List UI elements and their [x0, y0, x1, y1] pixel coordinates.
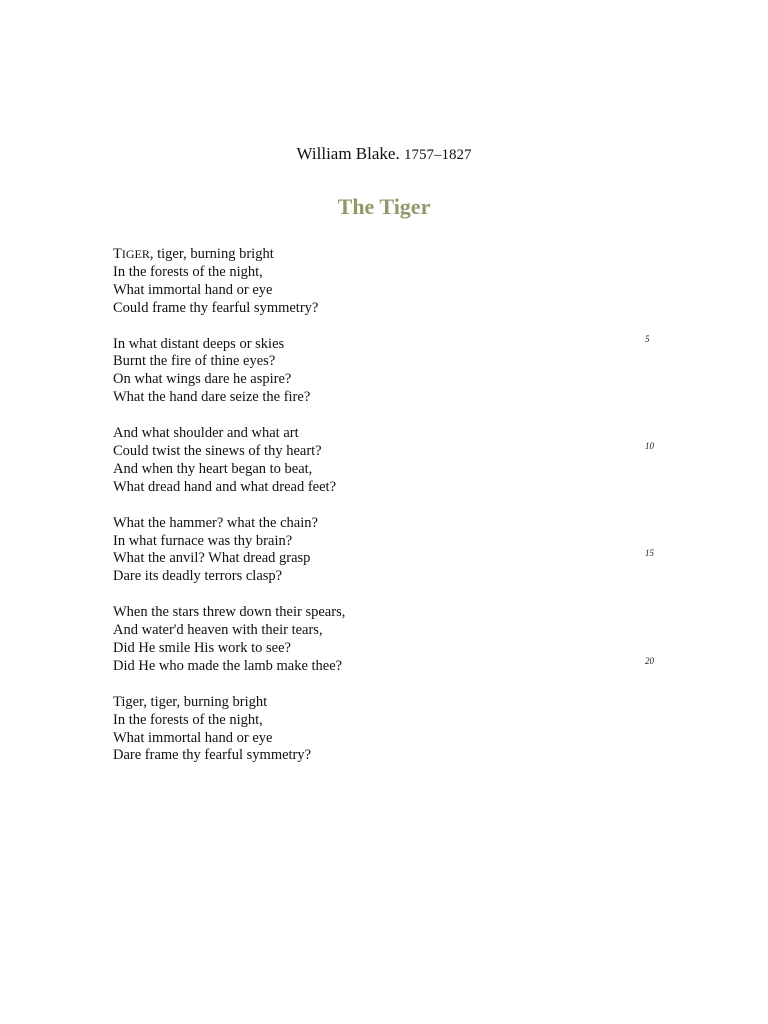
line-number: 10	[645, 441, 654, 452]
line-number: 15	[645, 548, 654, 559]
poem-line-text: In what distant deeps or skies	[113, 335, 285, 352]
poem-line-text: What immortal hand or eye	[113, 729, 273, 746]
stanza	[113, 604, 673, 676]
poem-line-text: Did He who made the lamb make thee?	[113, 657, 343, 674]
poem-line	[113, 568, 673, 586]
poem-line-text: In what furnace was thy brain?	[113, 532, 293, 549]
author-line	[0, 143, 768, 166]
poem-line-text: And when thy heart began to beat,	[113, 460, 313, 477]
poem-line	[113, 246, 673, 264]
poem-line	[113, 730, 673, 748]
poem-line-text: Tiger, tiger, burning bright	[113, 693, 268, 710]
author-name: William Blake.	[296, 144, 400, 163]
poem-line-text: What the hand dare seize the fire?	[113, 389, 311, 406]
poem-line	[113, 282, 673, 300]
poem-line-text: Dare its deadly terrors clasp?	[113, 568, 283, 585]
poem-line	[113, 640, 673, 658]
poem-line	[113, 333, 673, 354]
poem-line	[113, 479, 673, 497]
poem-line	[113, 712, 673, 730]
stanza	[113, 333, 673, 408]
poem-line-text: What the anvil? What dread grasp	[113, 550, 311, 567]
poem-line-text: TIGER, tiger, burning bright	[113, 246, 274, 262]
poem-line	[113, 461, 673, 479]
poem-line	[113, 353, 673, 371]
line-number: 20	[645, 655, 654, 666]
poem-line	[113, 264, 673, 282]
poem-line	[113, 694, 673, 712]
poem-line	[113, 300, 673, 318]
stanza	[113, 694, 673, 766]
poem-line-text: And water'd heaven with their tears,	[113, 622, 323, 639]
poem-line-text: When the stars threw down their spears,	[113, 604, 346, 621]
poem-line-text: Could frame thy fearful symmetry?	[113, 299, 319, 316]
poem-line-text: In the forests of the night,	[113, 263, 263, 280]
poem-line-text: Could twist the sinews of thy heart?	[113, 443, 322, 460]
poem-line	[113, 747, 673, 765]
stanza	[113, 425, 673, 497]
poem-body	[113, 246, 673, 783]
poem-line	[113, 655, 673, 676]
poem-line	[113, 389, 673, 407]
poem-line	[113, 425, 673, 443]
poem-line	[113, 443, 673, 461]
author-dates: 1757–1827	[403, 147, 472, 163]
poem-line	[113, 604, 673, 622]
poem-line-text: What dread hand and what dread feet?	[113, 478, 337, 495]
poem-line-text: Dare frame thy fearful symmetry?	[113, 747, 312, 764]
poem-line	[113, 515, 673, 533]
poem-line-text: What the hammer? what the chain?	[113, 514, 318, 531]
poem-line	[113, 622, 673, 640]
poem-line-text: And what shoulder and what art	[113, 425, 299, 442]
line-number: 5	[645, 333, 650, 344]
poem-line	[113, 550, 673, 568]
poem-line-text: What immortal hand or eye	[113, 281, 273, 298]
poem-line	[113, 533, 673, 551]
poem-title: The Tiger	[337, 194, 431, 219]
poem-line-text: Did He smile His work to see?	[113, 640, 291, 657]
poem-line	[113, 371, 673, 389]
stanza	[113, 246, 673, 318]
poem-line-text: In the forests of the night,	[113, 711, 263, 728]
poem-line-text: Burnt the fire of thine eyes?	[113, 353, 276, 370]
stanza	[113, 515, 673, 587]
poem-line-text: On what wings dare he aspire?	[113, 371, 292, 388]
